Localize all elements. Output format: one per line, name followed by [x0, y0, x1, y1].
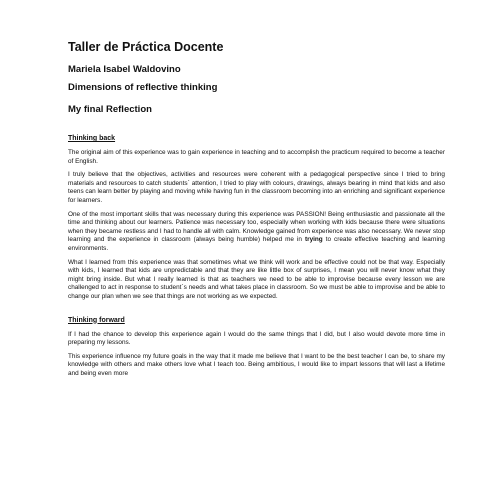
- bold-keyword: trying: [304, 236, 323, 244]
- thinking-forward-title: Thinking forward: [68, 316, 125, 324]
- author-name: Mariela Isabel Waldovino: [68, 64, 181, 75]
- paragraph: What I learned from this experience was that sometimes what we think will work and be effective could not be that way. Especially with kids, I learned that kids are unpredictable and that they are like little box of surprises, I mean you will never know what they might bring inside. But what I really learned is that as teachers we need to be able to improvise because every lesson we are challenged to act in response to student`s needs and what takes place in classroom. So we must be able to improvise and be able to change our plan when we see that things are not working as we expected.: [68, 258, 445, 300]
- thinking-forward-section: [68, 316, 445, 379]
- thinking-back-title: Thinking back: [68, 135, 116, 142]
- document-subtitle: Dimensions of reflective thinking: [68, 82, 218, 93]
- paragraph: The original aim of this experience was to gain experience in teaching and to accomplish the practicum required to become a teacher of English.: [68, 149, 445, 165]
- paragraph: I truly believe that the objectives, activities and resources were coherent with a pedagogical perspective since I tried to bring materials and resources to catch students` attention, I tried to play with colours, drawings, always bearing in mind that kids and also teens can learn better by playing and moving while having fun in the classroom becoming into an enriching and significant experience for learners.: [68, 171, 445, 204]
- course-title: Taller de Práctica Docente: [68, 40, 224, 54]
- reflection-heading: My final Reflection: [68, 104, 152, 115]
- paragraph-text: to create effective teaching and learning environments.: [68, 236, 445, 252]
- paragraph: If I had the chance to develop this experience again I would do the same things that I did, but I also would devote more time in preparing my lessons.: [68, 330, 445, 347]
- thinking-back-section: [68, 134, 445, 302]
- paragraph: [68, 211, 445, 254]
- paragraph: This experience influence my future goals in the way that it made me believe that I want to be the best teacher I can be, to share my knowledge with others and make others love what I teach too. Being ambitious, I would like to impart lessons that will last a lifetime and being even more: [68, 352, 445, 377]
- paragraph-text: One of the most important skills that was necessary during this experience was PASSION! Being enthusiastic and passionate all the time and thinking about our learners. Patience was necessary too, especially when working with kids because there were situations when they became restless and I had to handle all with calm. Knowledge gained from experience was also necessary. We never stop learning and the experience in classroom (always being humble) helped me in: [68, 210, 445, 244]
